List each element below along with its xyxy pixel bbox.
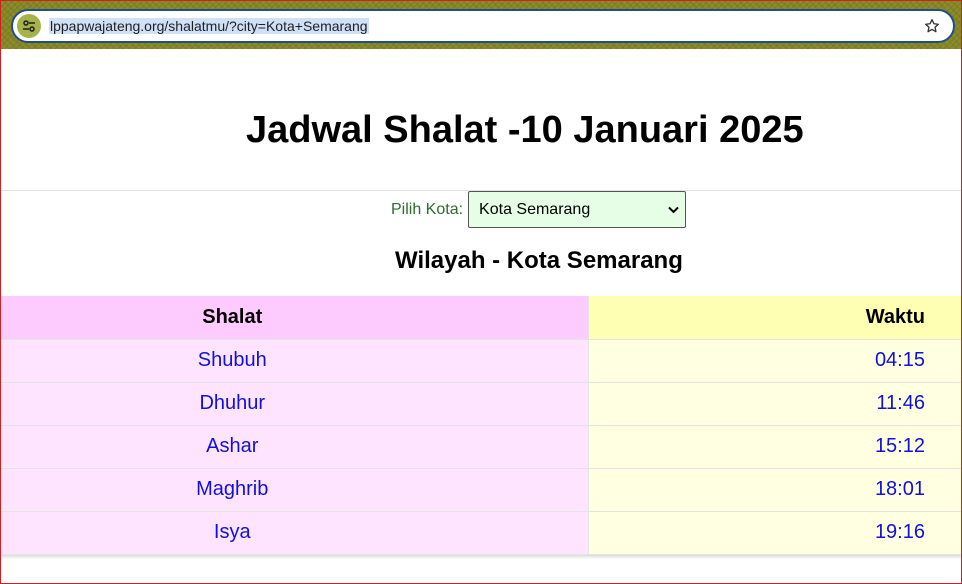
table-row: [1, 511, 962, 554]
address-bar[interactable]: [11, 9, 955, 43]
prayer-time: 04:15: [588, 339, 962, 382]
prayer-name: Isya: [1, 511, 588, 554]
header-time: Waktu: [588, 296, 962, 339]
prayer-time: 11:46: [588, 382, 962, 425]
url-text[interactable]: lppapwajateng.org/shalatmu/?city=Kota+Semarang: [50, 18, 368, 34]
city-picker: [391, 191, 686, 228]
city-select[interactable]: [468, 191, 686, 228]
table-row: [1, 382, 962, 425]
header-prayer: Shalat: [1, 296, 588, 339]
prayer-name: Shubuh: [1, 339, 588, 382]
city-select-value: Kota Semarang: [479, 200, 591, 218]
table-row: [1, 425, 962, 468]
site-info-icon[interactable]: [17, 14, 41, 38]
prayer-name: Maghrib: [1, 468, 588, 511]
chevron-down-icon: [668, 206, 679, 214]
page-title: Jadwal Shalat -10 Januari 2025: [246, 109, 804, 151]
table-row: [1, 468, 962, 511]
browser-toolbar: [1, 1, 961, 49]
bookmark-star-icon[interactable]: [923, 17, 941, 35]
prayer-name: Dhuhur: [1, 382, 588, 425]
table-header-row: [1, 296, 962, 339]
page-content: [1, 49, 961, 583]
table-row: [1, 339, 962, 382]
prayer-times-table: [1, 296, 962, 555]
region-heading: Wilayah - Kota Semarang: [395, 247, 683, 274]
prayer-time: 18:01: [588, 468, 962, 511]
prayer-time: 19:16: [588, 511, 962, 554]
prayer-name: Ashar: [1, 425, 588, 468]
city-label: Pilih Kota:: [391, 200, 464, 218]
prayer-time: 15:12: [588, 425, 962, 468]
